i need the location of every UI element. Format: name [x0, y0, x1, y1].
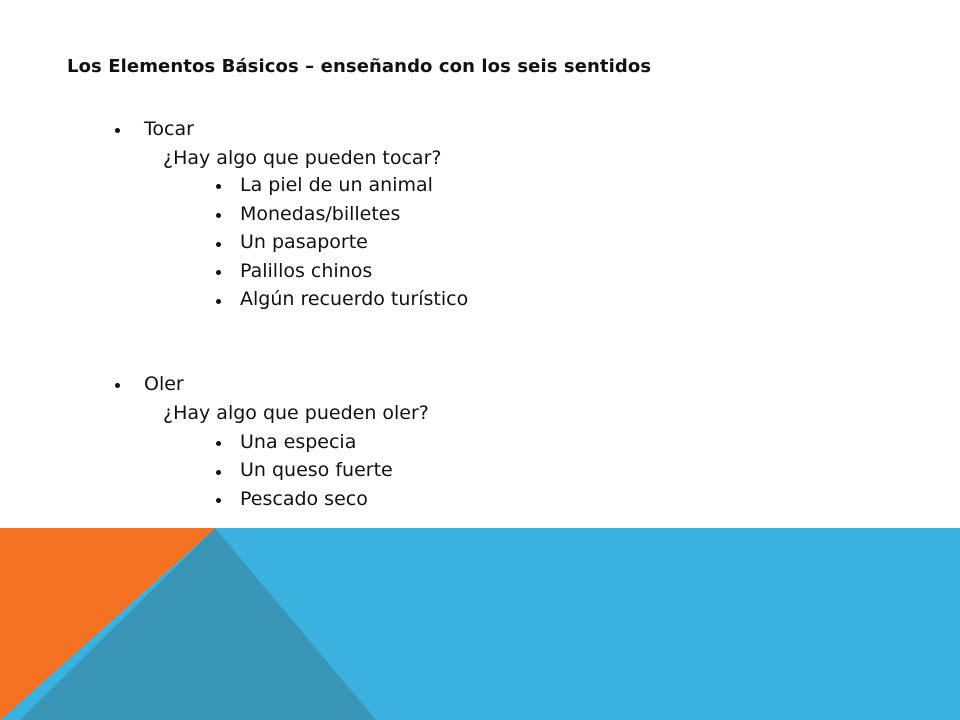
list-item: Pescado seco — [240, 488, 368, 510]
bullet-dot — [115, 383, 120, 388]
list-item: Un pasaporte — [240, 231, 368, 253]
list-item: Una especia — [240, 431, 357, 453]
section-heading-oler: Oler — [144, 373, 184, 395]
section-question-tocar: ¿Hay algo que pueden tocar? — [163, 147, 442, 169]
list-item: La piel de un animal — [240, 174, 433, 196]
bullet-dot — [216, 213, 221, 218]
bullet-dot — [216, 470, 221, 475]
bullet-dot — [216, 441, 221, 446]
bullet-dot — [216, 242, 221, 247]
section-heading-tocar: Tocar — [144, 118, 194, 140]
bullet-dot — [115, 128, 120, 133]
list-item: Palillos chinos — [240, 260, 373, 282]
decorative-color-band — [0, 528, 960, 720]
bullet-dot — [216, 299, 221, 304]
slide-title: Los Elementos Básicos – enseñando con los seis sentidos — [67, 56, 652, 77]
list-item: Un queso fuerte — [240, 459, 393, 481]
bullet-dot — [216, 184, 221, 189]
bullet-dot — [216, 270, 221, 275]
section-question-oler: ¿Hay algo que pueden oler? — [163, 402, 429, 424]
bullet-dot — [216, 498, 221, 503]
list-item: Algún recuerdo turístico — [240, 288, 469, 310]
list-item: Monedas/billetes — [240, 203, 401, 225]
